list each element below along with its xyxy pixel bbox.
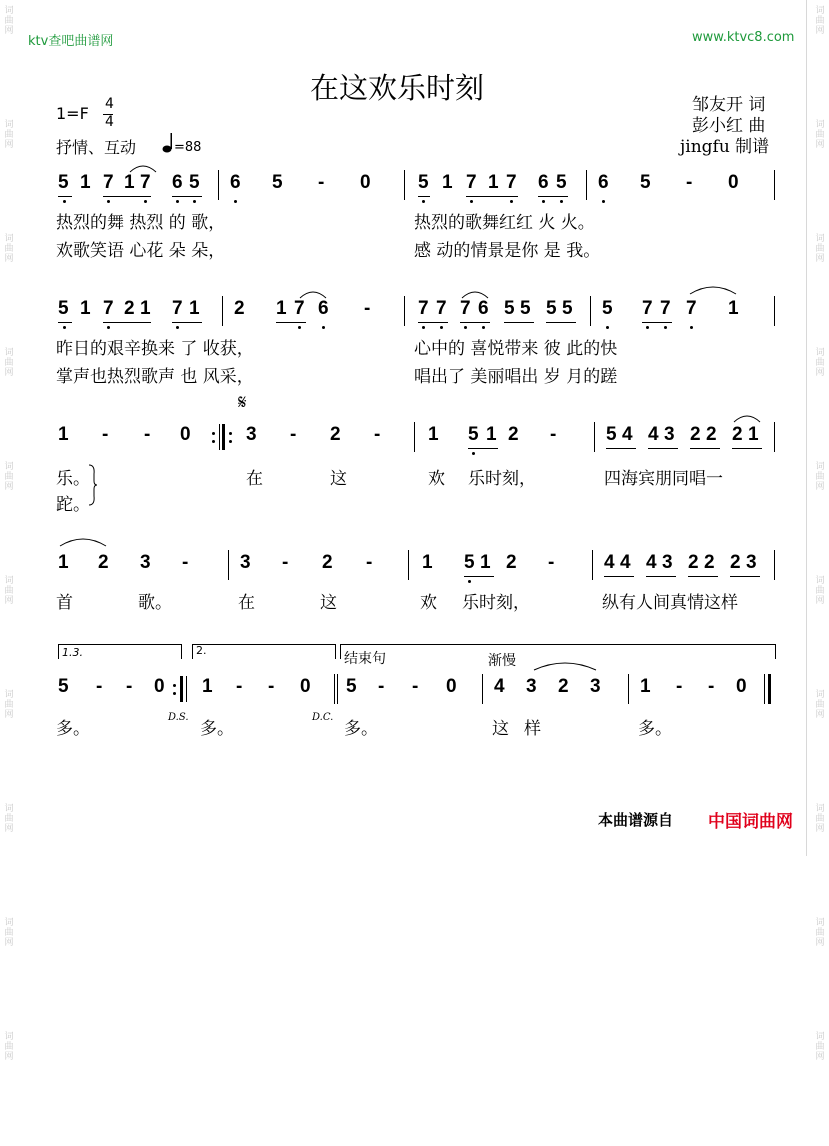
note: 3: [590, 676, 601, 697]
note: 2: [732, 424, 743, 445]
note: -: [268, 676, 275, 697]
final-bar-thin: [764, 674, 765, 704]
note: 2: [322, 552, 333, 573]
lyric-line: 多。: [56, 719, 90, 739]
note: 0: [736, 676, 747, 697]
lyric-line: 多。: [344, 719, 378, 739]
watermark-glyph: 曲: [815, 1042, 825, 1052]
note: 4: [620, 552, 631, 573]
watermark-glyph: 词: [4, 1032, 14, 1042]
watermark-glyph: 词: [4, 462, 14, 472]
note: 7: [418, 298, 429, 319]
note: -: [378, 676, 385, 697]
note: 2: [330, 424, 341, 445]
watermark-glyph: 曲: [815, 358, 825, 368]
note: 3: [246, 424, 257, 445]
note: -: [548, 552, 555, 573]
lyric-line: 样: [524, 719, 541, 739]
note: 4: [494, 676, 505, 697]
note: 1: [58, 424, 69, 445]
watermark-glyph: 词: [815, 690, 825, 700]
watermark-glyph: 曲: [4, 130, 14, 140]
lyric-line: 欢: [420, 593, 437, 613]
tempo-change-mark: 渐慢: [488, 653, 516, 669]
watermark-glyph: 曲: [4, 1042, 14, 1052]
watermark-glyph: 曲: [4, 16, 14, 26]
lyric-line: 这: [320, 593, 337, 613]
source-site-link[interactable]: 中国词曲网: [708, 812, 793, 832]
volta-label-2: 2.: [196, 644, 207, 657]
watermark-glyph: 网: [815, 140, 825, 150]
watermark-glyph: 词: [4, 120, 14, 130]
time-signature-top: 4: [105, 96, 114, 112]
note: -: [366, 552, 373, 573]
ending-label: 结束句: [344, 651, 386, 667]
lyric-line: 掌声也热烈歌声 也 风采，: [56, 367, 254, 387]
note: 7: [140, 172, 151, 193]
watermark-glyph: 网: [815, 368, 825, 378]
lyricist-credit: 邹友开 词: [692, 95, 766, 115]
note: 1: [58, 552, 69, 573]
watermark-glyph: 曲: [4, 700, 14, 710]
note: 2: [688, 552, 699, 573]
bar-line: [218, 170, 219, 200]
note: 5: [556, 172, 567, 193]
note: 1: [80, 298, 91, 319]
note: 3: [662, 552, 673, 573]
note: 1: [488, 172, 499, 193]
note: -: [102, 424, 109, 445]
lyric-line: 唱出了 美丽唱出 岁 月的蹉: [414, 367, 618, 387]
note: 2: [234, 298, 245, 319]
note: 6: [598, 172, 609, 193]
note: -: [96, 676, 103, 697]
note: -: [550, 424, 557, 445]
bar-line: [337, 674, 338, 704]
note: 2: [508, 424, 519, 445]
watermark-glyph: 词: [4, 690, 14, 700]
watermark-glyph: 曲: [4, 814, 14, 824]
staff-line-5: [0, 640, 829, 750]
note: 0: [446, 676, 457, 697]
watermark-glyph: 网: [4, 482, 14, 492]
watermark-glyph: 曲: [4, 472, 14, 482]
watermark-glyph: 网: [815, 1052, 825, 1062]
bar-line: [586, 170, 587, 200]
note: 5: [504, 298, 515, 319]
bar-line: [774, 296, 775, 326]
watermark-glyph: 词: [815, 462, 825, 472]
watermark-glyph: 词: [815, 804, 825, 814]
note: 4: [648, 424, 659, 445]
lyric-line: 乐时刻，: [462, 593, 530, 613]
watermark-glyph: 词: [4, 576, 14, 586]
watermark-glyph: 网: [4, 140, 14, 150]
watermark-glyph: 词: [4, 918, 14, 928]
lyric-line: 这: [492, 719, 509, 739]
note: 7: [506, 172, 517, 193]
lyric-line: 热烈的歌舞红红 火 火。: [414, 213, 595, 233]
note: 2: [690, 424, 701, 445]
watermark-glyph: 词: [815, 6, 825, 16]
style-marking: 抒情、互动: [56, 138, 137, 157]
page-title: 在这欢乐时刻: [310, 71, 485, 105]
note: 1: [80, 172, 91, 193]
note: 1: [189, 298, 200, 319]
note: 7: [660, 298, 671, 319]
note: -: [144, 424, 151, 445]
note: -: [676, 676, 683, 697]
watermark-glyph: 网: [4, 254, 14, 264]
watermark-glyph: 曲: [815, 244, 825, 254]
note: 6: [478, 298, 489, 319]
note: 7: [103, 172, 114, 193]
watermark-glyph: 词: [815, 234, 825, 244]
staff-line-3: [0, 390, 829, 520]
note: 5: [640, 172, 651, 193]
note: 7: [172, 298, 183, 319]
note: 1: [486, 424, 497, 445]
watermark-glyph: 网: [815, 26, 825, 36]
note: -: [364, 298, 371, 319]
bar-line: [228, 550, 229, 580]
watermark-glyph: 曲: [4, 358, 14, 368]
note: 0: [728, 172, 739, 193]
volta-bracket-2: [192, 644, 336, 659]
note: 1: [442, 172, 453, 193]
watermark-glyph: 词: [815, 1032, 825, 1042]
note: -: [686, 172, 693, 193]
note: 0: [180, 424, 191, 445]
note: 5: [189, 172, 200, 193]
note: -: [412, 676, 419, 697]
lyric-line: 欢: [428, 469, 445, 489]
watermark-glyph: 曲: [815, 928, 825, 938]
watermark-glyph: 网: [4, 368, 14, 378]
note: 1: [276, 298, 287, 319]
arranger-credit: jingfu 制谱: [680, 137, 770, 157]
note: 7: [460, 298, 471, 319]
note: 5: [464, 552, 475, 573]
note: 5: [602, 298, 613, 319]
bar-line: [774, 550, 775, 580]
watermark-glyph: 曲: [815, 130, 825, 140]
lyric-line: 乐时刻，: [468, 469, 536, 489]
lyric-line: 首: [56, 593, 73, 613]
note: 2: [506, 552, 517, 573]
note: 3: [746, 552, 757, 573]
note: 5: [418, 172, 429, 193]
composer-credit: 彭小红 曲: [692, 116, 766, 136]
note: -: [290, 424, 297, 445]
watermark-glyph: 曲: [815, 700, 825, 710]
lyric-line: 昨日的艰辛换来 了 收获，: [56, 339, 254, 359]
note: 1: [748, 424, 759, 445]
watermark-glyph: 网: [815, 596, 825, 606]
note: 6: [230, 172, 241, 193]
note: -: [282, 552, 289, 573]
lyric-line: 跎。: [56, 495, 90, 515]
note: 0: [360, 172, 371, 193]
bar-line: [334, 674, 335, 704]
note: 1: [124, 172, 135, 193]
bar-line: [404, 296, 405, 326]
bar-line: [414, 422, 415, 452]
watermark-glyph: 网: [4, 26, 14, 36]
note: 6: [318, 298, 329, 319]
lyric-line: 多。: [638, 719, 672, 739]
note: -: [126, 676, 133, 697]
watermark-glyph: 词: [4, 348, 14, 358]
note: 5: [346, 676, 357, 697]
note: 7: [436, 298, 447, 319]
note: 5: [520, 298, 531, 319]
lyric-line: 欢歌笑语 心花 朵 朵，: [56, 241, 226, 261]
note: 4: [622, 424, 633, 445]
note: 2: [706, 424, 717, 445]
note: 2: [558, 676, 569, 697]
note: 7: [642, 298, 653, 319]
watermark-glyph: 词: [815, 918, 825, 928]
watermark-glyph: 网: [815, 824, 825, 834]
staff-line-4: [0, 548, 829, 628]
watermark-glyph: 曲: [815, 472, 825, 482]
staff-line-1: [0, 168, 829, 268]
watermark-glyph: 网: [4, 1052, 14, 1062]
note: 6: [538, 172, 549, 193]
note: 1: [422, 552, 433, 573]
header-left-link[interactable]: ktv查吧曲谱网: [28, 34, 114, 49]
bar-line: [222, 296, 223, 326]
lyric-line: 热烈的舞 热烈 的 歌，: [56, 213, 226, 233]
watermark-glyph: 词: [815, 576, 825, 586]
bar-line: [590, 296, 591, 326]
bar-line: [774, 170, 775, 200]
watermark-glyph: 曲: [4, 586, 14, 596]
segno-sign: 𝄋: [238, 390, 247, 414]
note: 4: [604, 552, 615, 573]
bar-line: [594, 422, 595, 452]
note: 5: [58, 298, 69, 319]
source-label: 本曲谱源自: [598, 811, 674, 829]
note: 0: [154, 676, 165, 697]
note: 5: [546, 298, 557, 319]
lyric-line: 心中的 喜悦带来 彼 此的快: [414, 339, 618, 359]
watermark-glyph: 网: [815, 482, 825, 492]
watermark-glyph: 词: [4, 234, 14, 244]
watermark-glyph: 曲: [815, 16, 825, 26]
note: -: [374, 424, 381, 445]
note: 3: [140, 552, 151, 573]
note: 7: [466, 172, 477, 193]
note: 5: [468, 424, 479, 445]
watermark-glyph: 词: [4, 6, 14, 16]
lyric-line: 多。: [200, 719, 234, 739]
watermark-glyph: 网: [815, 938, 825, 948]
watermark-glyph: 曲: [815, 814, 825, 824]
note: 7: [294, 298, 305, 319]
note: 3: [526, 676, 537, 697]
watermark-glyph: 曲: [815, 586, 825, 596]
lyric-line: 歌。: [138, 593, 172, 613]
bar-line: [628, 674, 629, 704]
note: 1: [640, 676, 651, 697]
note: 1: [428, 424, 439, 445]
watermark-glyph: 词: [815, 120, 825, 130]
note: 4: [646, 552, 657, 573]
repeat-end-sign: [172, 676, 194, 702]
lyric-line: 感 动的情景是你 是 我。: [414, 241, 601, 261]
lyric-line: 这: [330, 469, 347, 489]
watermark-glyph: 曲: [4, 928, 14, 938]
lyric-line: 在: [246, 469, 263, 489]
bar-line: [592, 550, 593, 580]
note: 1: [202, 676, 213, 697]
note: 5: [272, 172, 283, 193]
note: 3: [664, 424, 675, 445]
watermark-glyph: 词: [815, 348, 825, 358]
ds-marking: D.S.: [168, 712, 189, 723]
lyric-line: 乐。: [56, 469, 90, 489]
note: 5: [58, 172, 69, 193]
lyric-line: 纵有人间真情这样: [602, 593, 738, 613]
watermark-glyph: 网: [815, 710, 825, 720]
note: -: [182, 552, 189, 573]
bar-line: [408, 550, 409, 580]
note: 3: [240, 552, 251, 573]
note: 2: [730, 552, 741, 573]
watermark-glyph: 曲: [4, 244, 14, 254]
repeat-start-sign: [210, 424, 236, 450]
note: 2: [98, 552, 109, 573]
final-bar-thick: [768, 674, 771, 704]
ending-bracket: [340, 644, 776, 659]
note: 7: [686, 298, 697, 319]
dc-marking: D.C.: [312, 712, 334, 723]
watermark-glyph: 网: [815, 254, 825, 264]
note: 2: [704, 552, 715, 573]
tempo-value: =88: [174, 140, 202, 155]
note: -: [318, 172, 325, 193]
watermark-glyph: 词: [4, 804, 14, 814]
note: 5: [58, 676, 69, 697]
staff-line-2: [0, 294, 829, 394]
volta-label-1: 1.3.: [62, 646, 83, 659]
note: -: [708, 676, 715, 697]
note: -: [236, 676, 243, 697]
note: 2: [124, 298, 135, 319]
note: 0: [300, 676, 311, 697]
watermark-glyph: 网: [4, 824, 14, 834]
note: 5: [606, 424, 617, 445]
note: 1: [728, 298, 739, 319]
header-right-link[interactable]: www.ktvc8.com: [692, 30, 795, 45]
watermark-glyph: 网: [4, 710, 14, 720]
bar-line: [774, 422, 775, 452]
key-signature: 1=F: [56, 104, 89, 123]
bar-line: [404, 170, 405, 200]
note: 7: [103, 298, 114, 319]
lyric-line: 在: [238, 593, 255, 613]
note: 1: [140, 298, 151, 319]
note: 6: [172, 172, 183, 193]
note: 5: [562, 298, 573, 319]
bar-line: [482, 674, 483, 704]
note: 1: [480, 552, 491, 573]
watermark-glyph: 网: [4, 938, 14, 948]
watermark-glyph: 网: [4, 596, 14, 606]
lyric-line: 四海宾朋同唱一: [604, 469, 723, 489]
time-signature-bottom: 4: [105, 114, 114, 130]
